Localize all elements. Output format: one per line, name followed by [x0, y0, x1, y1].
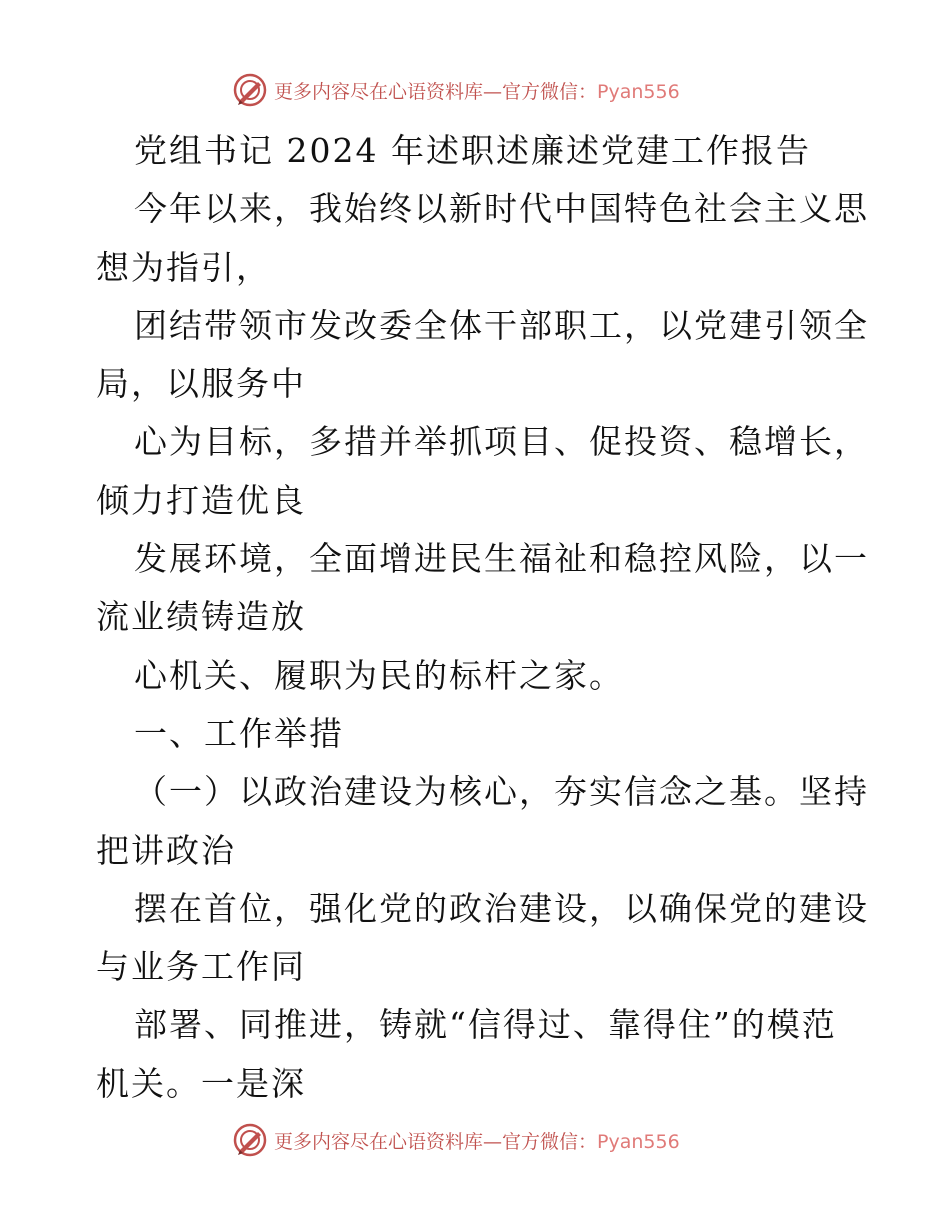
pen-logo-icon [232, 72, 268, 108]
paragraph-line: 把讲政治 [96, 830, 236, 870]
document-title: 党组书记 2024 年述职述廉述党建工作报告 [134, 131, 811, 170]
paragraph-line: 与业务工作同 [96, 947, 306, 987]
paragraph-line: 倾力打造优良 [96, 480, 306, 520]
header-banner[interactable] [232, 70, 752, 110]
banner-text [274, 77, 680, 104]
paragraph-line: 团结带领市发改委全体干部职工，以党建引领全 [134, 305, 869, 345]
document-body [96, 122, 869, 1113]
paragraph-line: 心为目标，多措并举抓项目、促投资、稳增长， [134, 422, 869, 462]
paragraph-line: 今年以来，我始终以新时代中国特色社会主义思 [134, 189, 869, 229]
paragraph-line: 部署、同推进，铸就“信得过、靠得住”的模范 [134, 1005, 837, 1045]
section-heading: 一、工作举措 [134, 713, 344, 753]
banner-main-text: 更多内容尽在心语资料库 [274, 80, 484, 103]
paragraph-line: 心机关、履职为民的标杆之家。 [134, 655, 624, 695]
banner-wechat-id: Pyan556 [597, 1130, 680, 1153]
pen-logo-icon [232, 1122, 268, 1158]
paragraph-line: 局，以服务中 [96, 364, 306, 404]
subsection-heading: （一）以政治建设为核心，夯实信念之基。坚持 [134, 772, 869, 812]
paragraph-line: 流业绩铸造放 [96, 597, 306, 637]
banner-wechat-id: Pyan556 [597, 80, 680, 103]
banner-dash: — [483, 80, 503, 103]
banner-text [274, 1127, 680, 1154]
paragraph-line: 摆在首位，强化党的政治建设，以确保党的建设 [134, 888, 869, 928]
paragraph-line: 发展环境，全面增进民生福祉和稳控风险，以一 [134, 539, 869, 579]
banner-dash: — [483, 1130, 503, 1153]
footer-banner[interactable] [232, 1120, 752, 1160]
paragraph-line: 机关。一是深 [96, 1063, 306, 1103]
banner-wechat-label: 官方微信： [502, 1130, 598, 1153]
banner-main-text: 更多内容尽在心语资料库 [274, 1130, 484, 1153]
paragraph-line: 想为指引， [96, 247, 271, 287]
banner-wechat-label: 官方微信： [502, 80, 598, 103]
